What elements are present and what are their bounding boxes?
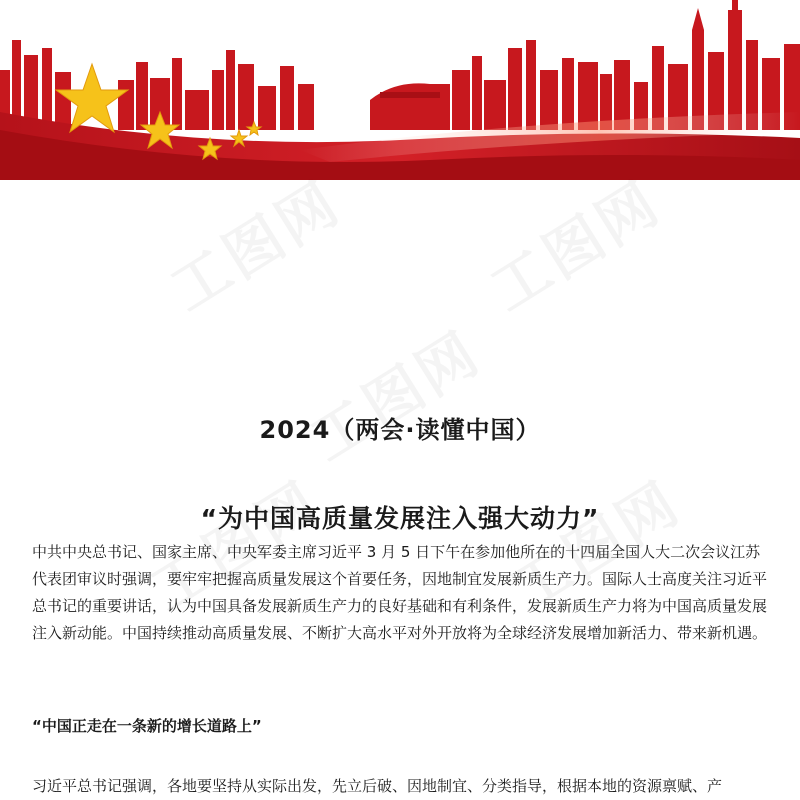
banner-graphic	[0, 0, 800, 190]
section-heading: “中国正走在一条新的增长道路上”	[32, 717, 262, 735]
document-title: 2024（两会·读懂中国）	[259, 416, 541, 445]
watermark	[292, 307, 494, 477]
body-paragraph: 中共中央总书记、国家主席、中央军委主席习近平 3 月 5 日下午在参加他所在的十四届全国人大二次会议江苏代表团审议时强调，要牢牢把握高质量发展这个首要任务，因地制宜发展新质生产力。国际人士高度关注习近平总书记的重要讲话，认为中国具备发展新质生产力的良好基础和有利条件，发展新质生产力将为中国高质量发展注入新动能。中国持续推动高质量发展、不断扩大高水平对外开放将为全球经济发展增加新活力、带来新机遇。	[32, 543, 768, 642]
document-subtitle: “为中国高质量发展注入强大动力”	[200, 503, 600, 533]
header-banner	[0, 0, 800, 190]
body-paragraph: 习近平总书记强调，各地要坚持从实际出发，先立后破、因地制宜、分类指导，根据本地的资源禀赋、产	[32, 777, 723, 795]
